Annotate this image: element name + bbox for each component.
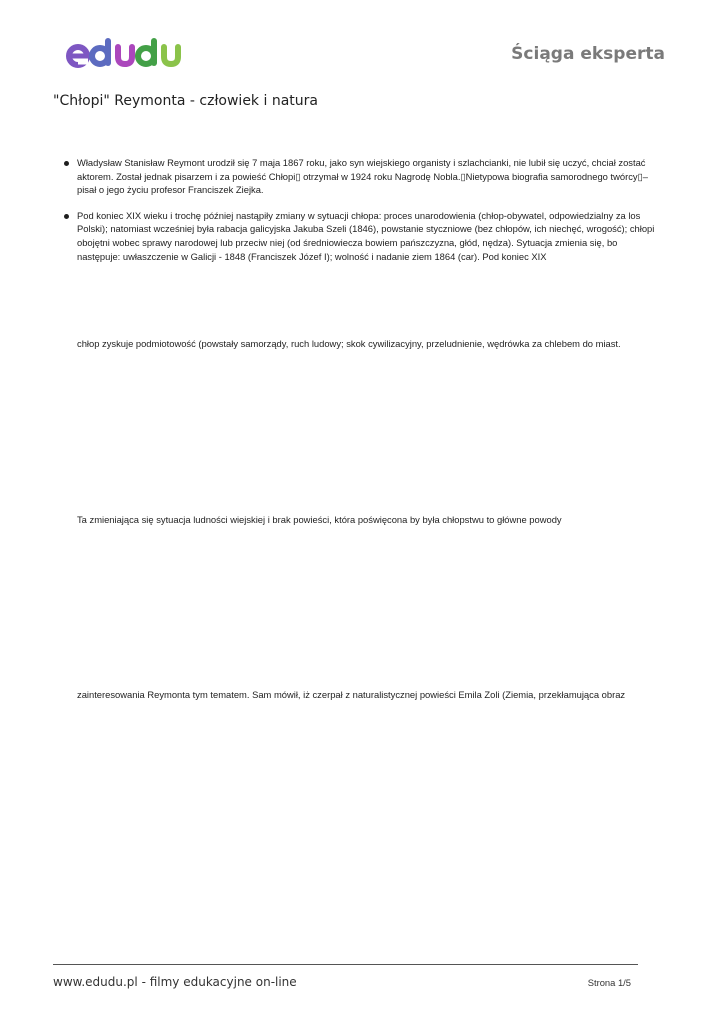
footer-divider bbox=[53, 964, 638, 965]
list-item-text: Pod koniec XIX wieku i trochę później nastąpiły zmiany w sytuacji chłopa: proces unarodowienia (chłop-obywatel, odpowiedzialny za los Polski); natomiast wcześniej była rabacja galicyjska Jakuba Szeli (1846), powstanie styczniowe (bez chłopów, ich niechęć, wrogość); chłopi obojętni wobec sprawy narodowej lub przeciw niej (od średniowiecza bowiem pańszczyzna, głód, nędza). Sytuacja zmienia się, bo następuje: uwłaszczenie w Galicji - 1848 (Franciszek Józef I); wolność i nadanie ziem 1864 (car). Pod koniec XIX bbox=[77, 209, 655, 262]
footer-site-link[interactable]: www.edudu.pl - filmy edukacyjne on-line bbox=[53, 975, 297, 989]
list-item-text: Władysław Stanisław Reymont urodził się 7 maja 1867 roku, jako syn wiejskiego organisty i szlachcianki, nie lubił się uczyć, chciał zostać aktorem. Został jednak pisarzem i za powieść Chłopi▯ otrzymał w 1924 roku Nagrodę Nobla.▯Nietypowa biografia samorodnego twórcy▯– pisał o jego życiu profesor Franciszek Ziejka. bbox=[77, 157, 648, 196]
paragraph-line: zainteresowania Reymonta tym tematem. Sam mówił, iż czerpał z naturalistycznej powieści Emila Zoli (Ziemia, przekłamująca obraz bbox=[77, 689, 626, 700]
list-item bbox=[62, 156, 662, 197]
page-title: "Chłopi" Reymonta - człowiek i natura bbox=[53, 93, 318, 109]
edudu-logo[interactable] bbox=[64, 34, 184, 72]
header-label: Ściąga eksperta bbox=[511, 44, 665, 64]
paragraph-line: Ta zmieniająca się sytuacja ludności wiejskiej i brak powieści, która poświęcona by była chłopstwu to główne powody bbox=[77, 514, 562, 525]
bullet-icon bbox=[64, 161, 69, 166]
bullet-list bbox=[62, 156, 662, 263]
list-item bbox=[62, 209, 662, 263]
edudu-logo-mark bbox=[64, 34, 184, 72]
page-number: Strona 1/5 bbox=[587, 977, 631, 988]
bullet-icon bbox=[64, 214, 69, 219]
paragraph-line: chłop zyskuje podmiotowość (powstały samorządy, ruch ludowy; skok cywilizacyjny, przeludnienie, wędrówka za chlebem do miast. bbox=[77, 338, 621, 349]
